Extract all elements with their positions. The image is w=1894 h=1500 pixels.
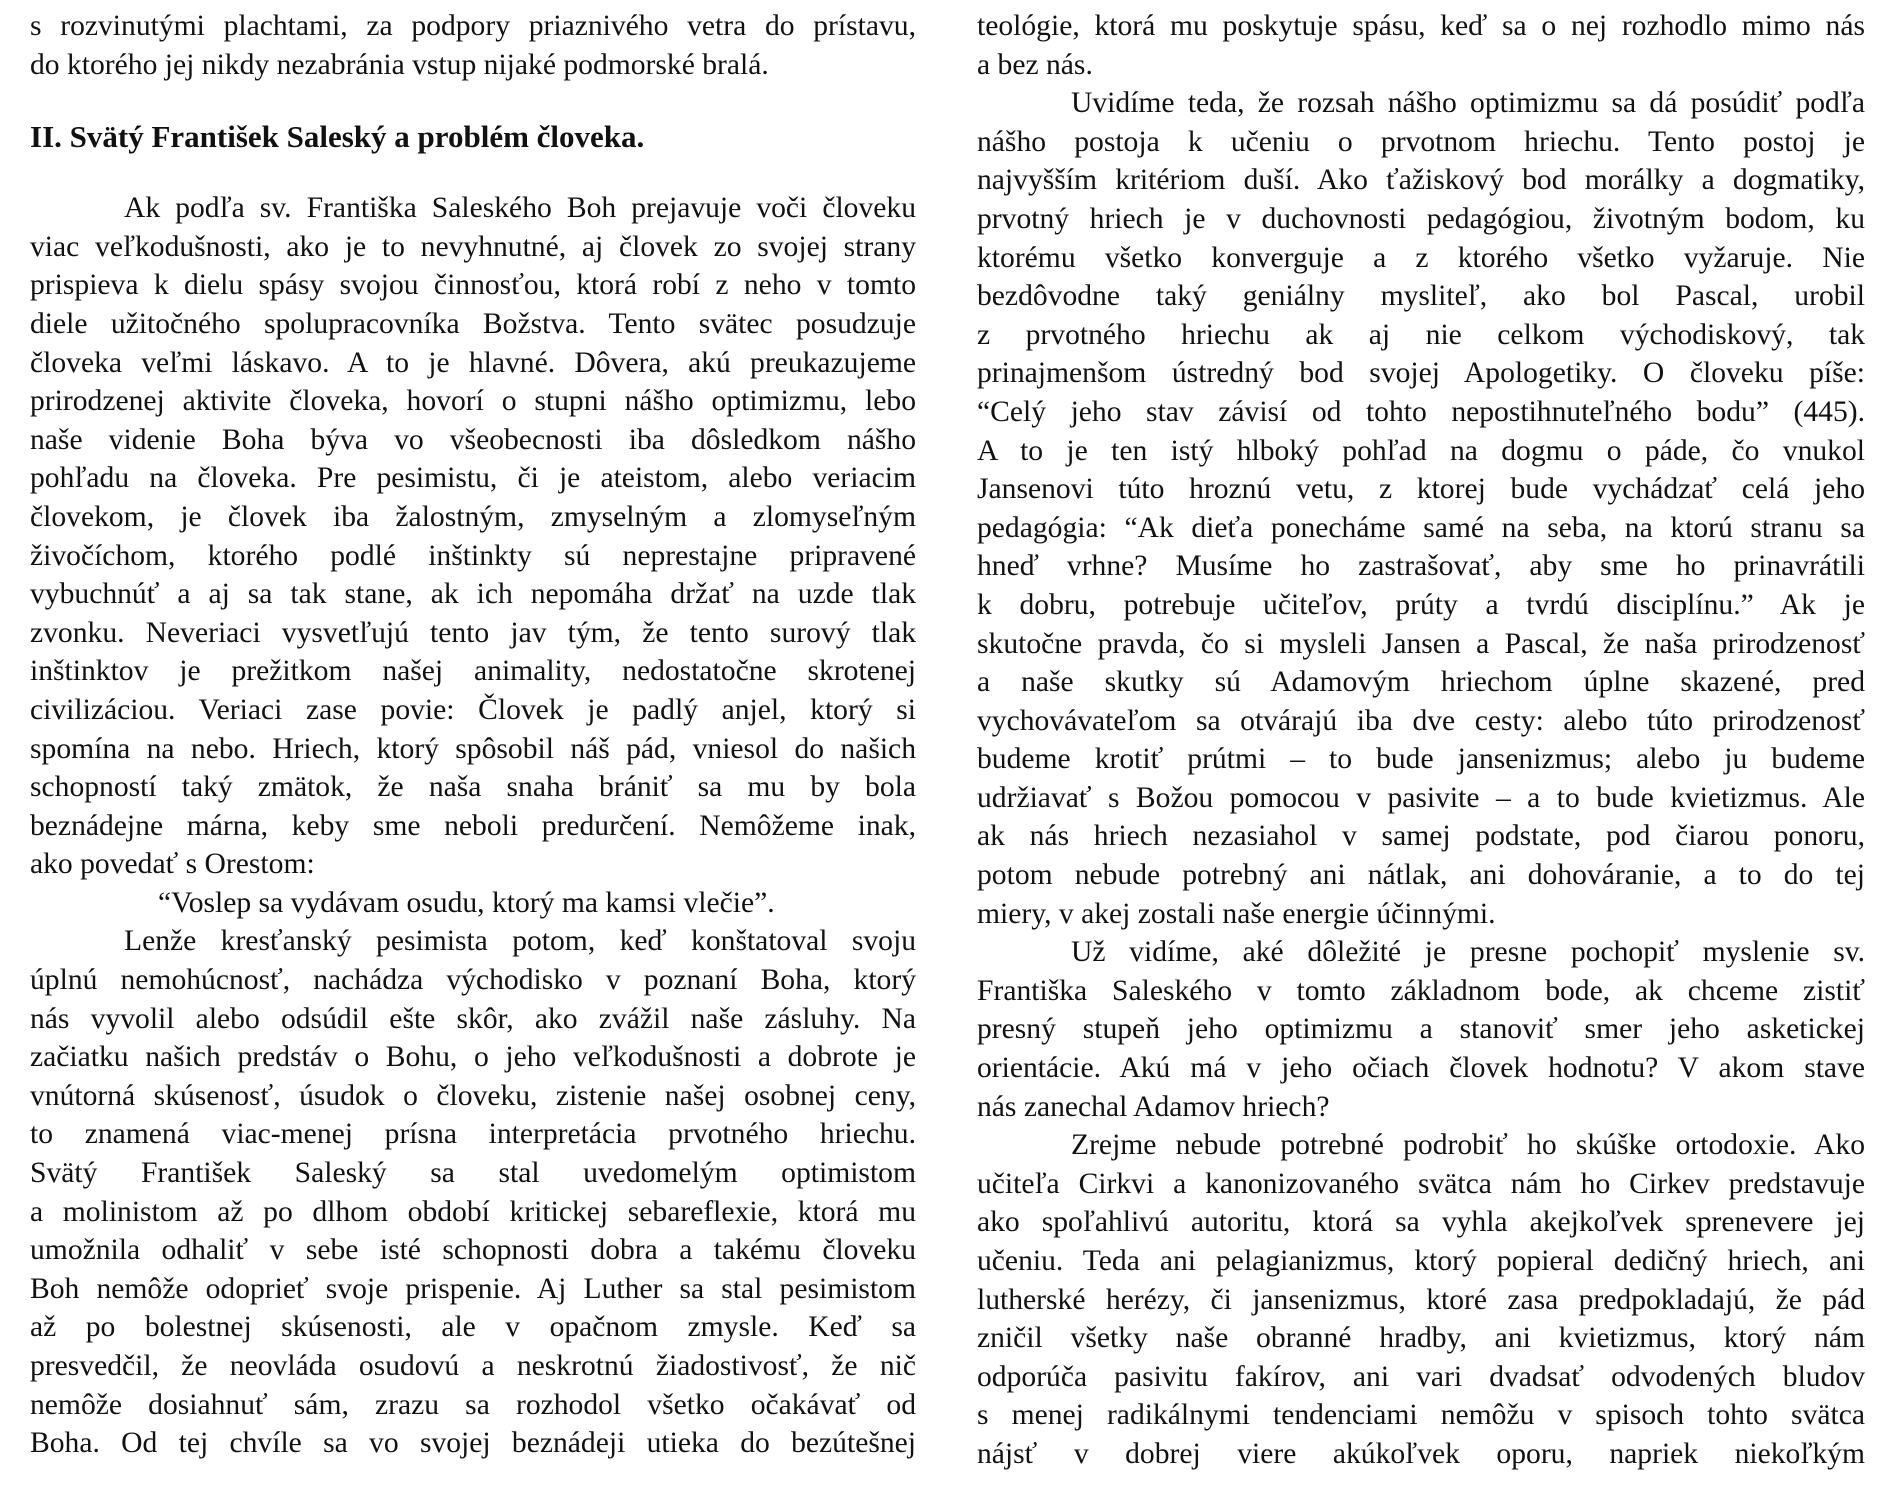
text-line: miery, v akej zostali naše energie účinnými. [977, 897, 1496, 930]
paragraph-1 [30, 189, 916, 884]
text-line: lutherské herézy, či jansenizmus, ktoré zasa predpokladajú, že pád [977, 1283, 1865, 1316]
text-line: potom nebude potrebný ani nátlak, ani dohováranie, a to do tej [977, 859, 1865, 892]
text-line: “Celý jeho stav závisí od tohto nepostihnuteľného bodu” (445). [977, 395, 1865, 428]
text-line: nás zanechal Adamov hriech? [977, 1090, 1330, 1123]
text-line: živočíchom, ktorého podlé inštinkty sú neprestajne pripravené [30, 539, 916, 572]
text-line: Už vidíme, aké dôležité je presne pochopiť myslenie sv. [1071, 936, 1865, 969]
text-line: A to je ten istý hlboký pohľad na dogmu o páde, čo vnukol [977, 434, 1865, 467]
text-line: vnútorná skúsenosť, úsudok o človeku, zistenie našej osobnej ceny, [30, 1079, 916, 1112]
text-line: orientácie. Akú má v jeho očiach človek hodnotu? V akom stave [977, 1052, 1865, 1085]
text-line: viac veľkodušnosti, ako je to nevyhnutné, aj človek zo svojej strany [30, 230, 916, 263]
text-line: a naše skutky sú Adamovým hriechom úplne skazené, pred [977, 666, 1865, 699]
text-line: beznádejne márna, keby sme neboli predurčení. Nemôžeme inak, [30, 809, 916, 842]
text-line: teológie, ktorá mu poskytuje spásu, keď sa o nej rozhodlo mimo nás [977, 10, 1865, 42]
text-line: vybuchnúť a aj sa tak stane, ak ich nepomáha držať na uzde tlak [30, 578, 916, 611]
text-line: a molinistom až po dlhom období kritickej sebareflexie, ktorá mu [30, 1195, 916, 1228]
text-line: až po bolestnej skúsenosti, ale v opačnom zmysle. Keď sa [30, 1311, 916, 1344]
paragraph-continuation [977, 7, 1865, 84]
text-line: s menej radikálnymi tendenciami nemôžu v spisoch tohto svätca [977, 1399, 1865, 1432]
text-line: nemôže dosiahnuť sám, zrazu sa rozhodol všetko očakávať od [30, 1388, 916, 1421]
text-line: diele užitočného spolupracovníka Božstva. Tento svätec posudzuje [30, 307, 916, 340]
text-line: z prvotného hriechu ak aj nie celkom východiskový, tak [977, 318, 1865, 351]
text-line: k dobru, potrebuje učiteľov, prúty a tvrdú disciplínu.” Ak je [977, 588, 1865, 621]
text-line: presvedčil, že neovláda osudovú a neskrotnú žiadostivosť, že nič [30, 1350, 916, 1382]
text-line: a bez nás. [977, 48, 1093, 81]
text-line: zvonku. Neveriaci vysvetľujú tento jav tým, že tento surový tlak [30, 616, 916, 649]
text-line: Uvidíme teda, že rozsah nášho optimizmu sa dá posúdiť podľa [1071, 87, 1865, 120]
text-line: presný stupeň jeho optimizmu a stanoviť smer jeho asketickej [977, 1013, 1865, 1046]
text-line: vychovávateľom sa otvárajú iba dve cesty: alebo túto prirodzenosť [977, 704, 1865, 737]
text-line: úplnú nemohúcnosť, nachádza východisko v poznaní Boha, ktorý [30, 964, 916, 997]
text-line: ako povedať s Orestom: [30, 848, 315, 881]
text-line: ako spoľahlivú autoritu, ktorá sa vyhla akejkoľvek sprenevere jej [977, 1206, 1865, 1239]
text-line: prirodzenej aktivite človeka, hovorí o stupni nášho optimizmu, lebo [30, 385, 916, 418]
text-line: človekom, je človek iba žalostným, zmyselným a zlomyseľným [30, 500, 916, 533]
text-line: skutočne pravda, čo si mysleli Jansen a Pascal, že naša prirodzenosť [977, 627, 1865, 660]
text-line: Jansenovi túto hroznú vetu, z ktorej bude vychádzať celá jeho [977, 473, 1865, 506]
text-line: udržiavať s Božou pomocou v pasivite – a to bude kvietizmus. Ale [977, 781, 1865, 814]
text-line: Lenže kresťanský pesimista potom, keď konštatoval svoju [124, 925, 916, 958]
text-line: budeme krotiť prútmi – to bude jansenizmus; alebo ju budeme [977, 743, 1865, 776]
paragraph-2 [30, 922, 916, 1462]
text-line: pohľadu na človeka. Pre pesimistu, či je ateistom, alebo veriacim [30, 462, 916, 495]
text-line: Ak podľa sv. Františka Saleského Boh prejavuje voči človeku [124, 192, 916, 225]
text-line: nás vyvolil alebo odsúdil ešte skôr, ako zvážil naše zásluhy. Na [30, 1002, 916, 1035]
text-line: do ktorého jej nikdy nezabránia vstup nijaké podmorské bralá. [30, 48, 769, 81]
text-line: Františka Saleského v tomto základnom bode, ak chceme zistiť [977, 974, 1865, 1007]
paragraph-3 [977, 84, 1865, 933]
text-line: nájsť v dobrej viere akúkoľvek oporu, napriek niekoľkým [977, 1437, 1865, 1470]
block-quote: “Voslep sa vydávam osudu, ktorý ma kamsi vlečie”. [158, 886, 775, 919]
text-line: spomína na nebo. Hriech, ktorý spôsobil náš pád, vniesol do našich [30, 732, 916, 765]
intro-continuation [30, 7, 916, 84]
text-line: odporúča pasivitu fakírov, ani vari dvadsať odvodených bludov [977, 1360, 1865, 1393]
text-line: ktorému všetko konverguje a z ktorého všetko vyžaruje. Nie [977, 241, 1865, 274]
text-line: to znamená viac-menej prísna interpretácia prvotného hriechu. [30, 1118, 916, 1151]
text-line: začiatku našich predstáv o Bohu, o jeho veľkodušnosti a dobrote je [30, 1041, 916, 1074]
text-line: prispieva k dielu spásy svojou činnosťou, ktorá robí z neho v tomto [30, 269, 916, 302]
text-line: najvyšším kritériom duší. Ako ťažiskový bod morálky a dogmatiky, [977, 164, 1865, 197]
text-line: hneď vrhne? Musíme ho zastrašovať, aby sme ho prinavrátili [977, 550, 1865, 583]
text-line: Svätý František Saleský sa stal uvedomelým optimistom [30, 1157, 916, 1190]
text-line: učeniu. Teda ani pelagianizmus, ktorý popieral dedičný hriech, ani [977, 1245, 1865, 1277]
paragraph-5 [977, 1126, 1865, 1473]
text-line: prinajmenšom ústredný bod svojej Apologetiky. O človeku píše: [977, 357, 1865, 390]
text-line: človeka veľmi láskavo. A to je hlavné. Dôvera, akú preukazujeme [30, 346, 916, 379]
text-line: umožnila odhaliť v sebe isté schopnosti dobra a takému človeku [30, 1234, 916, 1267]
text-line: Boha. Od tej chvíle sa vo svojej beznádeji utieka do bezútešnej [30, 1427, 916, 1460]
text-line: zničil všetky naše obranné hradby, ani kvietizmus, ktorý nám [977, 1322, 1865, 1355]
text-line: ak nás hriech nezasiahol v samej podstate, pod čiarou ponoru, [977, 820, 1865, 853]
text-line: civilizáciou. Veriaci zase povie: Človek je padlý anjel, ktorý si [30, 693, 916, 726]
right-column [977, 7, 1865, 1474]
text-line: prvotný hriech je v duchovnosti pedagógiou, životným bodom, ku [977, 202, 1865, 235]
text-line: naše videnie Boha býva vo všeobecnosti iba dôsledkom nášho [30, 423, 916, 456]
text-line: Zrejme nebude potrebné podrobiť ho skúške ortodoxie. Ako [1071, 1129, 1865, 1162]
text-line: inštinktov je prežitkom našej animality, nedostatočne skrotenej [30, 655, 916, 688]
text-line: schopností taký zmätok, že naša snaha brániť sa mu by bola [30, 771, 916, 804]
text-line: učiteľa Cirkvi a kanonizovaného svätca nám ho Cirkev predstavuje [977, 1167, 1865, 1200]
text-line: Boh nemôže odoprieť svoje prispenie. Aj Luther sa stal pesimistom [30, 1272, 916, 1305]
text-line: nášho postoja k učeniu o prvotnom hriechu. Tento postoj je [977, 125, 1865, 158]
paragraph-4 [977, 933, 1865, 1126]
text-line: bezdôvodne taký geniálny mysliteľ, ako bol Pascal, urobil [977, 280, 1865, 313]
left-column [30, 7, 916, 1463]
text-line: pedagógia: “Ak dieťa ponecháme samé na seba, na ktorú stranu sa [977, 511, 1865, 544]
section-heading: II. Svätý František Saleský a problém človeka. [30, 119, 645, 155]
text-line: s rozvinutými plachtami, za podpory priaznivého vetra do prístavu, [30, 10, 916, 42]
